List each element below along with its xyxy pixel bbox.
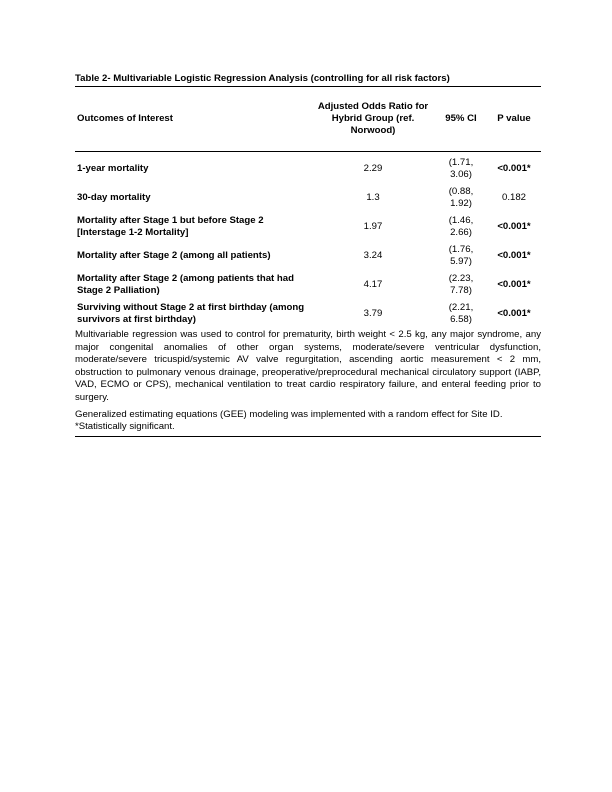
p-value-cell: 0.182 [501,191,526,203]
odds-ratio-cell: 3.79 [363,307,383,319]
table-container [75,73,541,437]
table-row [75,212,541,241]
outcome-cell: 1-year mortality [77,163,149,174]
outcome-cell: Mortality after Stage 2 (among patients that had Stage 2 Palliation) [77,272,294,296]
header-outcome: Outcomes of Interest [77,113,173,124]
odds-ratio-cell: 1.3 [366,191,380,203]
table-notes [75,329,541,434]
note-multivariable: Multivariable regression was used to control for prematurity, birth weight < 2.5 kg, any major syndrome, any major congenital anomalies of other organ systems, moderate/severe ventricular dysfunction, moderate/severe tricuspid/systemic AV valve regurgitation, ascending aortic measurement < 2 mm, obstruction to pulmonary venous drainage, preoperative/preprocedural mechanical circulatory support (IABP, VAD, ECMO or CPS), mechanical ventilation to treat cardio respiratory failure, and enteral feeding prior to surgery. [75,329,541,403]
note-gee: Generalized estimating equations (GEE) modeling was implemented with a random effect for Site ID. [75,408,503,420]
header-odds-ratio: Adjusted Odds Ratio for Hybrid Group (ref. Norwood) [317,101,429,136]
ci-cell: (1.76, 5.97) [448,243,474,267]
header-row [75,87,541,152]
outcome-cell: Mortality after Stage 2 (among all patients) [77,249,271,261]
regression-table [75,87,541,328]
p-value-cell: <0.001* [497,249,531,261]
header-p-value: P value [497,113,531,124]
outcome-cell: 30-day mortality [77,191,151,203]
p-value-cell: <0.001* [497,163,531,174]
bottom-rule [75,436,541,437]
odds-ratio-cell: 4.17 [363,278,383,290]
ci-cell: (1.46, 2.66) [448,214,474,238]
header-ci: 95% CI [445,113,477,124]
outcome-cell: Mortality after Stage 1 but before Stage 2 [Interstage 1-2 Mortality] [77,214,264,238]
outcome-cell: Surviving without Stage 2 at first birthday (among survivors at first birthday) [77,301,305,325]
table-row [75,270,541,299]
ci-cell: (2.23, 7.78) [448,272,474,296]
p-value-cell: <0.001* [497,278,531,290]
ci-cell: (1.71, 3.06) [448,157,474,180]
note-significance: *Statistically significant. [75,421,175,433]
ci-cell: (0.88, 1.92) [448,185,474,209]
table-row [75,152,541,184]
table-row [75,299,541,328]
odds-ratio-cell: 3.24 [363,249,383,261]
p-value-cell: <0.001* [497,307,531,319]
table-row [75,241,541,270]
odds-ratio-cell: 2.29 [363,163,383,174]
ci-cell: (2.21, 6.58) [448,301,474,325]
odds-ratio-cell: 1.97 [363,220,383,232]
table-row [75,183,541,212]
p-value-cell: <0.001* [497,220,531,232]
table-caption: Table 2- Multivariable Logistic Regression Analysis (controlling for all risk factors) [75,73,450,84]
